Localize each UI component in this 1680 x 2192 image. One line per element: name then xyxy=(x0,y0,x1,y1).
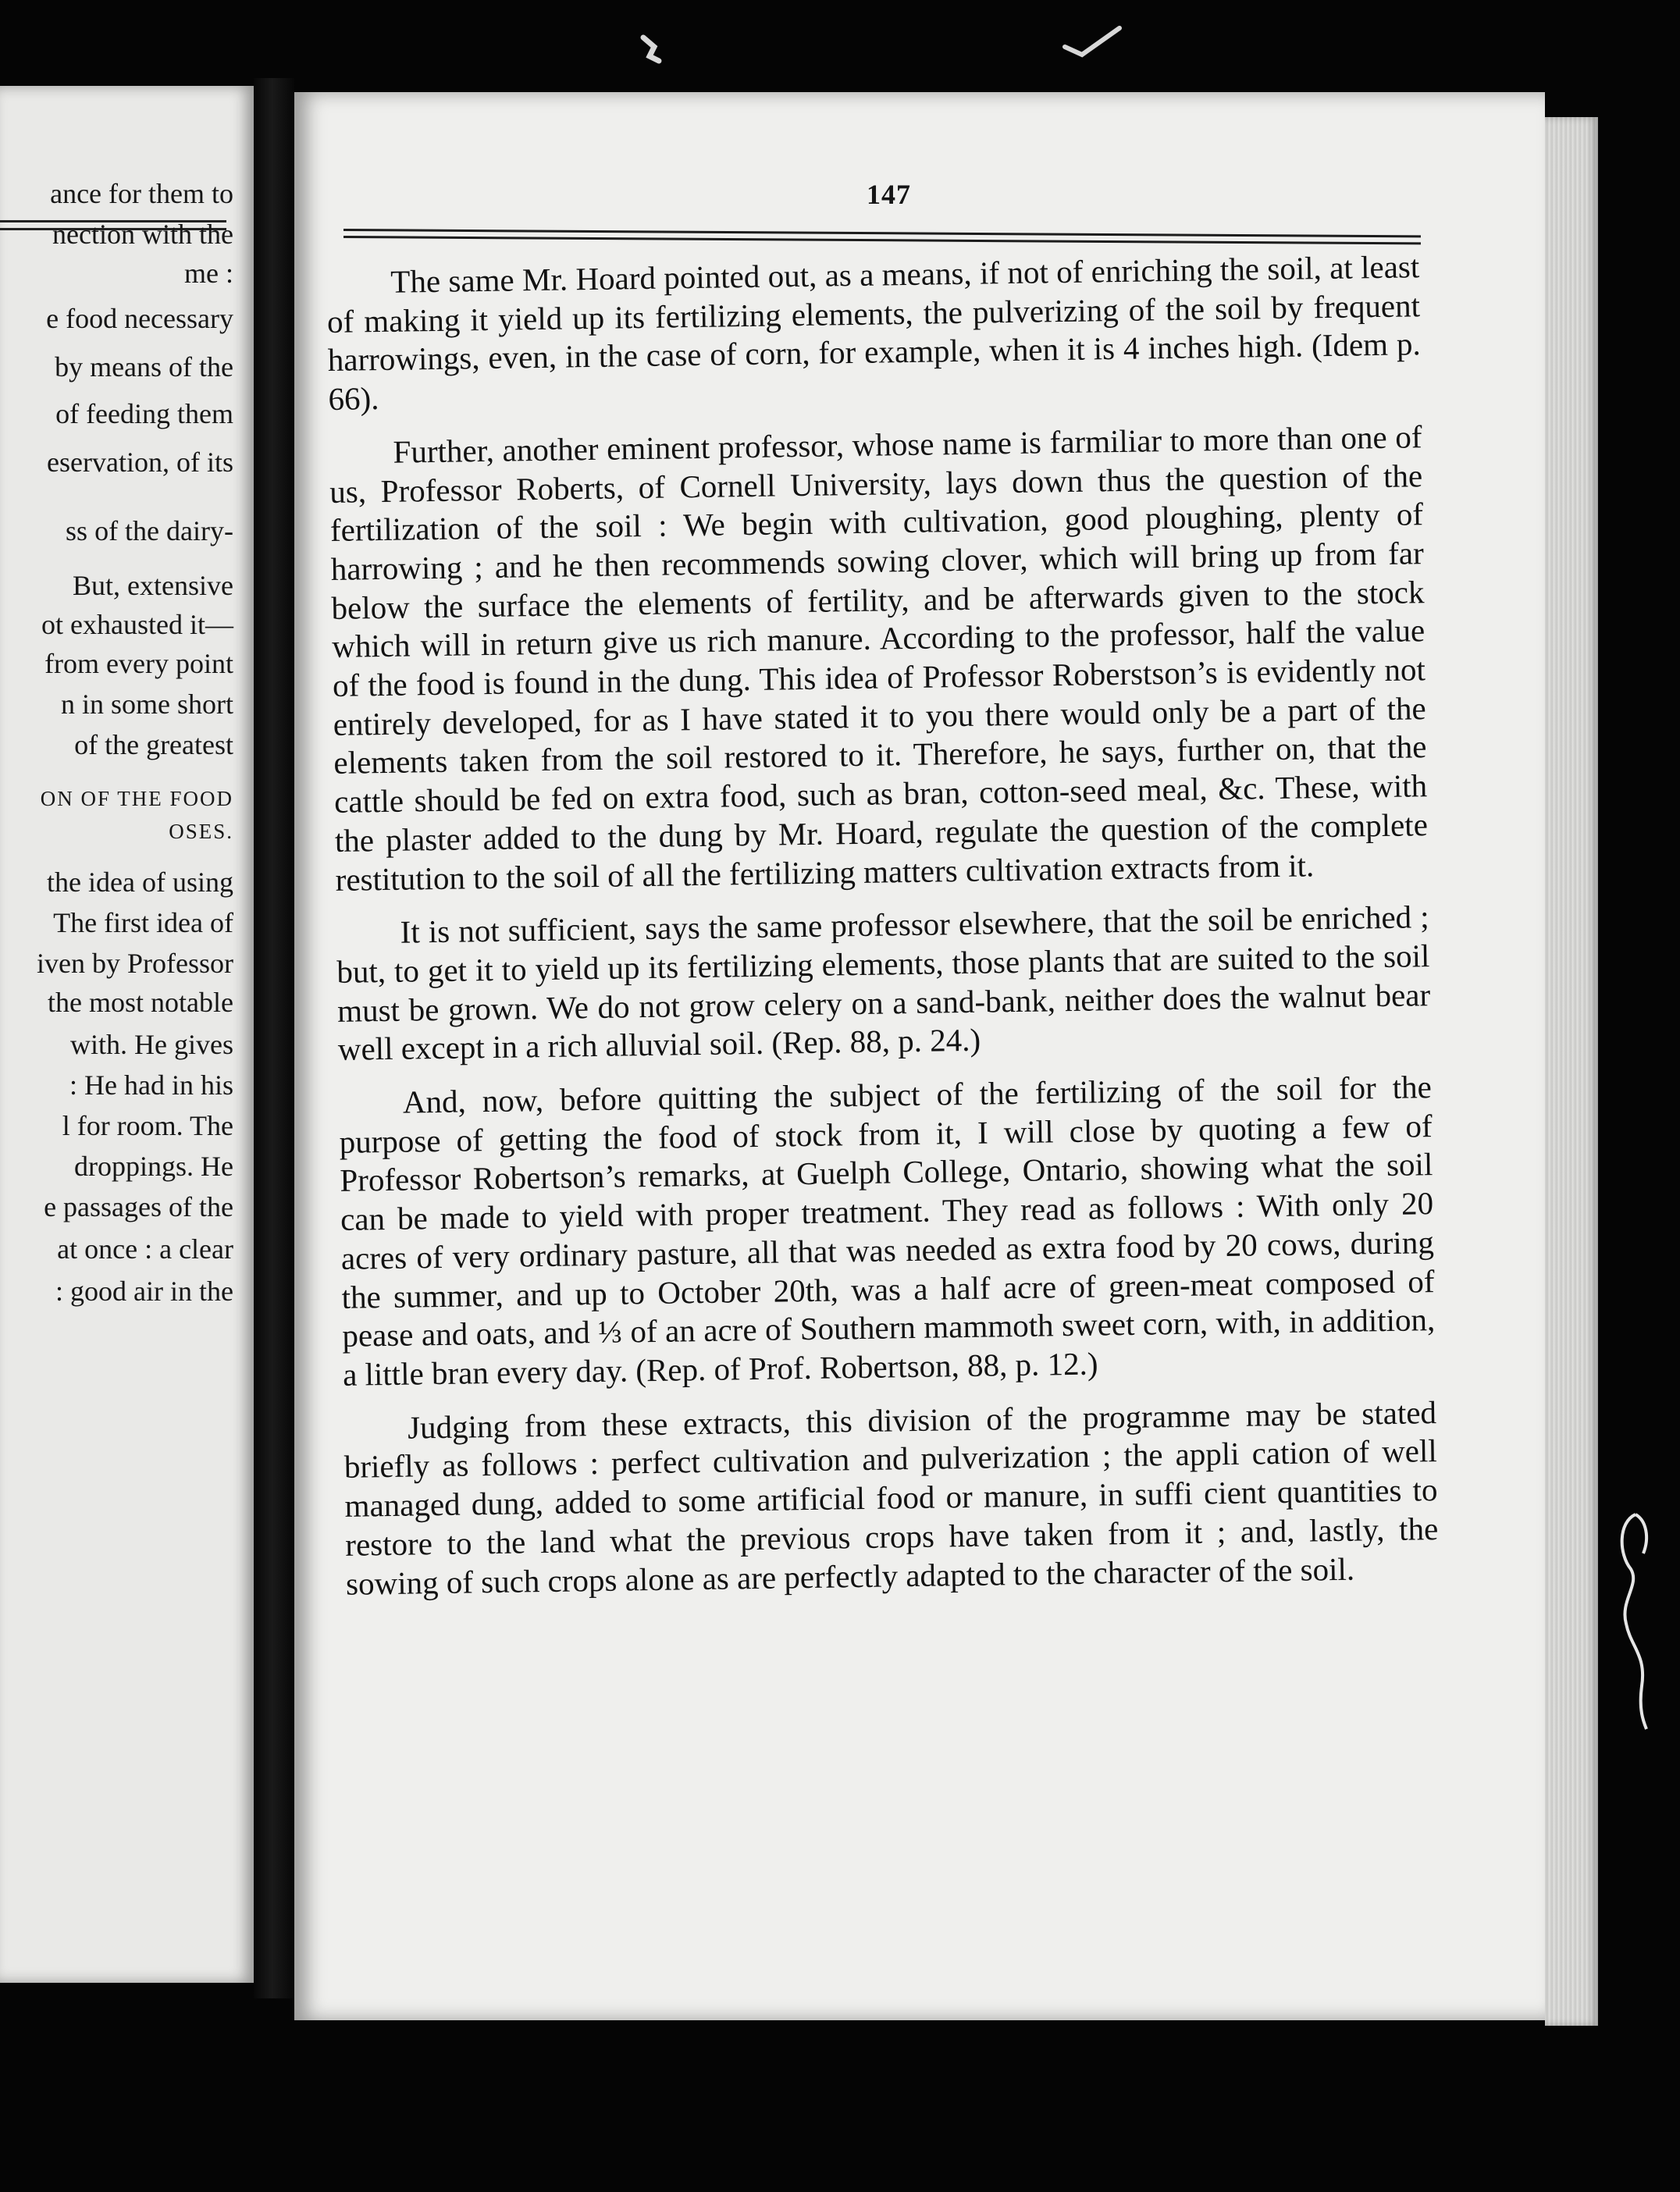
book-gutter xyxy=(254,78,294,1998)
left-page-line: the idea of using xyxy=(47,866,233,898)
left-page-line: droppings. He xyxy=(74,1151,233,1182)
left-page-line: with. He gives xyxy=(70,1029,233,1060)
left-page-line: of the greatest xyxy=(74,729,233,760)
speck-mark-icon xyxy=(1062,23,1124,62)
paper-clip-icon xyxy=(1612,1499,1667,1733)
left-page-line: by means of the xyxy=(55,351,233,383)
left-page-line: l for room. The xyxy=(62,1110,233,1141)
left-page-line: iven by Professor xyxy=(37,948,233,979)
left-page-line: OSES. xyxy=(169,820,233,843)
speck-mark-icon xyxy=(639,33,670,66)
left-page-line: : good air in the xyxy=(55,1276,233,1307)
left-page-line: But, extensive xyxy=(73,570,233,601)
paragraph-4: And, now, before quitting the subject of the fertilizing of the soil for the purpose of getting the food of stock from it, I will close by quoting a few of Professor Robertson’s remarks, at Guelph College, Ontario, showing what the soil can be made to yield with proper treatment. They read as follows : With only 20 acres of very ordinary pasture, all that was needed as extra food by 20 cows, during the summer, and up to October 20th, was a half acre of green-meat composed of pease and oats, and ⅓ of an acre of Southern mammoth sweet corn, with, in addition, a little bran every day. (Rep. of Prof. Robertson, 88, p. 12.) xyxy=(339,1069,1436,1393)
left-page-line: the most notable xyxy=(48,987,233,1018)
left-page-line: from every point xyxy=(44,648,233,679)
left-page-line: n in some short xyxy=(61,689,233,720)
facing-page-left xyxy=(0,86,254,1983)
left-page-line: ON OF THE FOOD xyxy=(40,787,233,810)
left-page-line: at once : a clear xyxy=(57,1233,233,1265)
left-page-line: e passages of the xyxy=(44,1191,233,1222)
left-page-line: e food necessary xyxy=(46,303,233,334)
paragraph-1: The same Mr. Hoard pointed out, as a means, if not of enriching the soil, at least of making it yield up its fertilizing elements, the pulverizing of the soil by frequent harrowings, even, in the case of corn, for example, when it is 4 inches high. (Idem p. 66). xyxy=(326,248,1422,418)
left-page-line: The first idea of xyxy=(53,907,233,938)
page-number: 147 xyxy=(867,179,911,210)
left-page-line: me : xyxy=(184,258,233,289)
left-page-line: : He had in his xyxy=(69,1069,233,1101)
left-page-line: ance for them to xyxy=(50,178,233,209)
body-text xyxy=(326,247,1439,1603)
left-page-line: eservation, of its xyxy=(47,447,233,478)
left-page-line: ot exhausted it— xyxy=(41,609,233,640)
left-page-line: nection with the xyxy=(52,219,233,250)
paragraph-3: It is not sufficient, says the same professor elsewhere, that the soil be enriched ; but, to get it to yield up its fertilizing elements, those plants that are suited to the soil must be grown. We do not grow celery on a sand-bank, neither does the walnut bear well except in a rich alluvial soil. (Rep. 88, p. 24.) xyxy=(336,899,1431,1068)
left-page-line: of feeding them xyxy=(55,398,233,429)
paragraph-2: Further, another eminent professor, whose name is farmiliar to more than one of us, Professor Roberts, of Cornell University, lays down thus the question of the fertilization of the soil : We begin with cultivation, good ploughing, plenty of harrowing ; and he then recommends sowing clover, which will bring up from far below the surface the elements of fertility, and be afterwards given to the stock which will in return give us rich manure. According to the professor, half the value of the food is found in the dung. This idea of Professor Roberstson’s is evidently not entirely developed, for as I have stated it to you there would only be a part of the elements taken from the soil restored to it. Therefore, he says, further on, that the cattle should be fed on extra food, such as bran, cotton-seed meal, &c. These, with the plaster added to the dung by Mr. Hoard, regulate the question of the complete restitution to the soil of all the fertilizing matters cultivation extracts from it. xyxy=(329,418,1429,898)
paragraph-5: Judging from these extracts, this division of the programme may be stated briefly as follows : perfect cultivation and pulverization ; the appli cation of well managed dung, added to some artificial food or manure, in suffi cient quantities to restore to the land what the previous crops have taken from it ; and, lastly, the sowing of such crops alone as are perfectly adapted to the character of the soil. xyxy=(343,1393,1439,1602)
page-edge-stack xyxy=(1545,117,1598,2026)
left-page-line: ss of the dairy- xyxy=(66,515,233,546)
